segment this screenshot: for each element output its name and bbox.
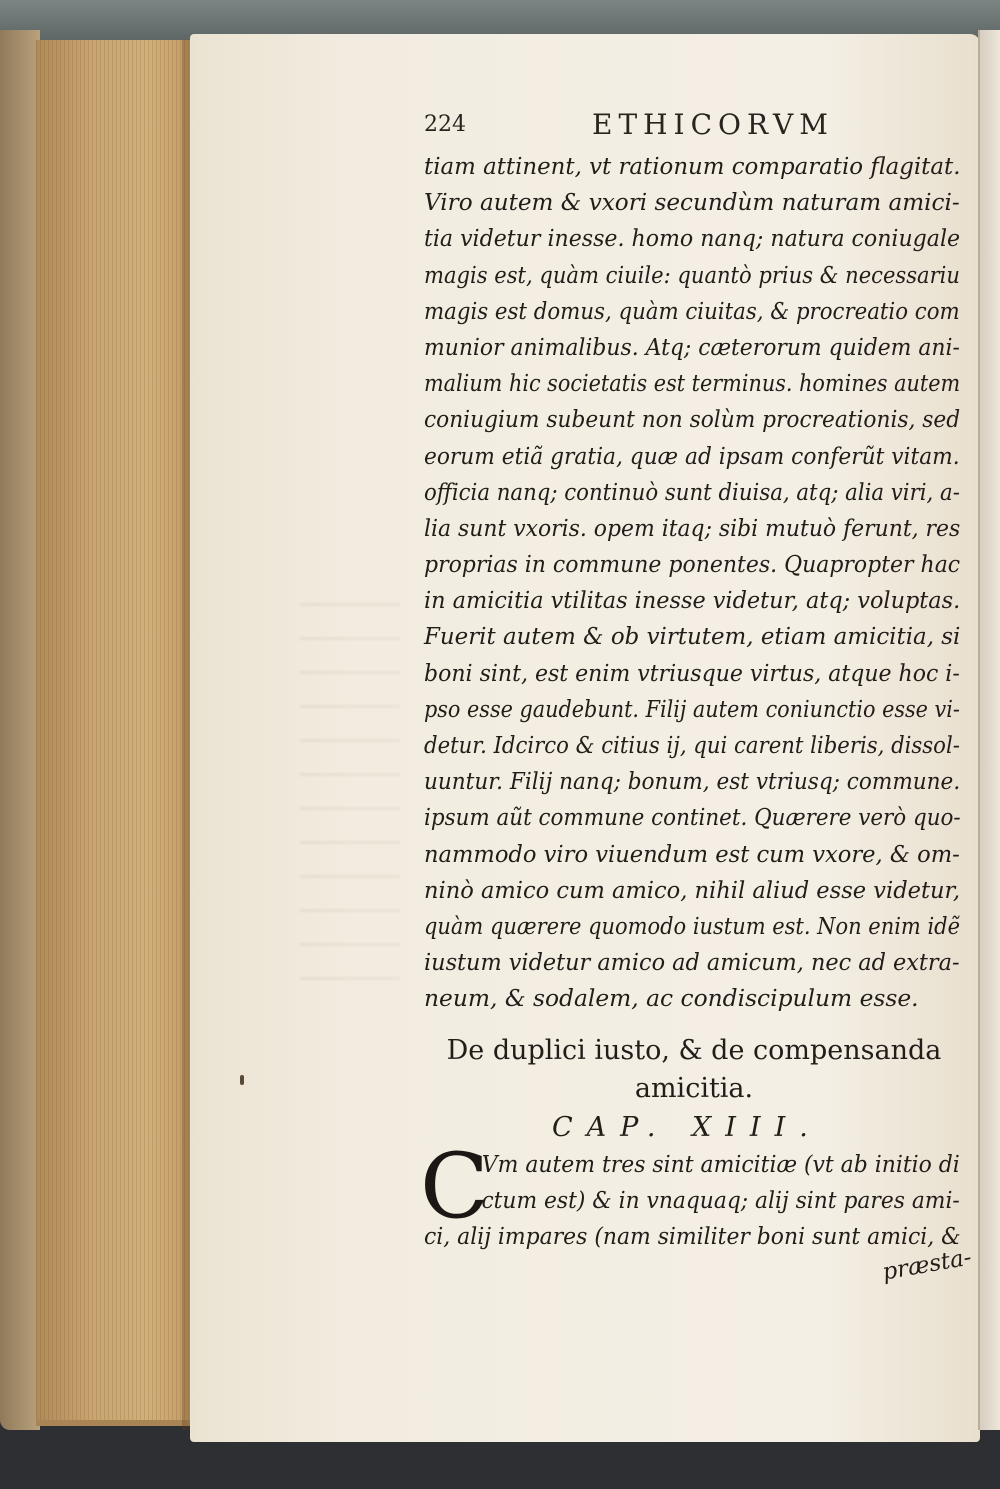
text-line: neum, & sodalem, ac condiscipulum esse.	[424, 984, 919, 1013]
body-text-block	[424, 148, 964, 1017]
text-line: iustum videtur amico ad amicum, nec ad extra-	[424, 948, 960, 977]
text-line: eorum etiã gratia, quæ ad ipsam conferũt vitam.	[424, 441, 960, 470]
text-line: tiam attinent, vt rationum comparatio flagitat.	[424, 152, 961, 180]
text-line: Vm autem tres sint amicitiæ (vt ab initio di	[481, 1150, 960, 1178]
heading-line: De duplici iusto, & de compensanda	[446, 1035, 942, 1066]
ink-mark	[240, 1075, 244, 1085]
text-line: lia sunt vxoris. opem itaq; sibi mutuò ferunt, res	[424, 513, 961, 542]
page-block-edges	[36, 40, 196, 1426]
text-line: malium hic societatis est terminus. homines autem	[424, 369, 961, 398]
text-line: officia nanq; continuò sunt diuisa, atq; alia viri, a-	[424, 477, 960, 506]
text-line: boni sint, est enim vtriusque virtus, atque hoc i-	[424, 658, 960, 687]
text-line: munior animalibus. Atq; cæterorum quidem ani-	[424, 332, 960, 361]
book-cover-edge	[0, 30, 40, 1430]
chapter-text-block	[424, 1146, 964, 1255]
text-line: ipsum aũt commune continet. Quærere verò quo-	[424, 803, 961, 832]
text-line: ninò amico cum amico, nihil aliud esse videtur,	[424, 875, 961, 904]
heading-line: amicitia.	[634, 1073, 754, 1104]
text-line: Fuerit autem & ob virtutem, etiam amicitia, si	[424, 622, 961, 651]
text-line: uuntur. Filij nanq; bonum, est vtriusq; commune.	[424, 767, 961, 796]
text-line: ci, alij impares (nam similiter boni sunt amici, &	[424, 1222, 961, 1251]
text-line: in amicitia vtilitas inesse videtur, atq; voluptas.	[424, 586, 961, 615]
text-line: Viro autem & vxori secundùm naturam amici-	[424, 188, 960, 217]
page-number: 224	[424, 112, 466, 137]
bleed-through-text	[300, 600, 400, 980]
text-line: coniugium subeunt non solùm procreationis, sed	[424, 405, 961, 434]
text-line: magis est domus, quàm ciuitas, & procreatio com	[424, 296, 960, 325]
text-line: detur. Idcirco & citius ij, qui carent liberis, dissol-	[424, 731, 960, 759]
text-line: nammodo viro viuendum est cum vxore, & om-	[424, 839, 960, 868]
text-line: magis est, quàm ciuile: quantò prius & necessariu	[424, 260, 960, 289]
section-heading	[424, 1032, 964, 1108]
text-line: quàm quærere quomodo iustum est. Non enim idẽ	[424, 911, 960, 940]
page-header	[424, 108, 864, 148]
drop-cap-initial: C	[420, 1134, 489, 1239]
text-line: tia videtur inesse. homo nanq; natura coniugale	[424, 224, 961, 253]
chapter-label: CAP. XIII.	[552, 1112, 822, 1143]
text-line: ctum est) & in vnaquaq; alij sint pares ami-	[481, 1186, 960, 1215]
catchword: præsta-	[880, 1244, 974, 1286]
text-line: pso esse gaudebunt. Filij autem coniunctio esse vi-	[424, 694, 960, 723]
text-line: proprias in commune ponentes. Quapropter hac	[424, 550, 961, 579]
running-title: ETHICORVM	[592, 108, 834, 141]
facing-page-edge	[978, 30, 1000, 1430]
